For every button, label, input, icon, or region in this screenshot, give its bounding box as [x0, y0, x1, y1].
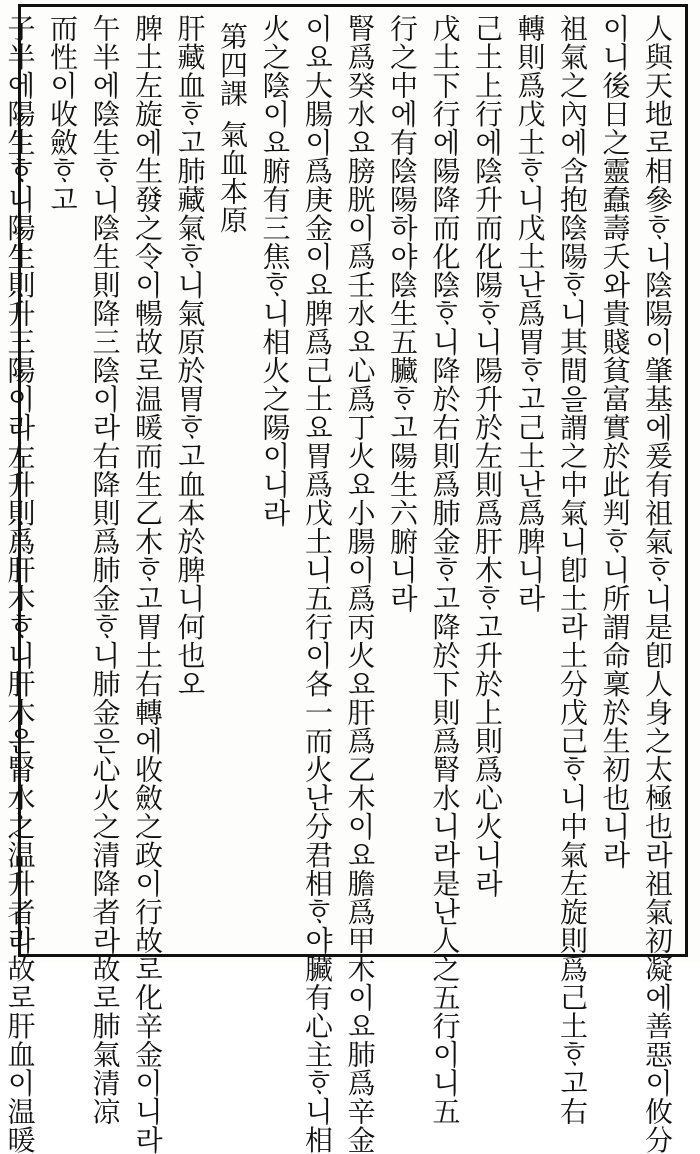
text-column: 脾土左旋에生發之令이暢故로温暖而生乙木ᄒᆞ고胃土右轉에收斂之政이行故로化辛金이니라: [131, 14, 164, 1154]
text-column: 이니後日之靈蠢壽夭와貴賤貧富實於此判ᄒᆞ니所謂命稟於生初也니라: [598, 14, 632, 869]
text-column: 이요大腸이爲庚金이요脾爲己土요胃爲戊土니五行이各一而火난分君相ᄒᆞ야臟有心主ᄒᆞ니相: [301, 14, 334, 1154]
lesson-title: 氣血本原: [216, 119, 249, 234]
text-column: 行之中에有陰陽하야陰生五臟ᄒᆞ고陽生六腑니라: [386, 14, 419, 613]
text-column: 人與天地로相參ᄒᆞ니陰陽이肇基에爰有祖氣ᄒᆞ니是卽人身之太極也라祖氣初凝에善惡이攸分: [641, 14, 674, 1154]
text-column: 己土上行에陰升而化陽ᄒᆞ니陽升於左則爲肝木ᄒᆞ고升於上則爲心火니라: [471, 14, 504, 898]
text-column: 午半에陰生ᄒᆞ니陰生則降三陰이라右降則爲肺金ᄒᆞ니肺金은心火之清降者라故로肺氣清凉: [88, 14, 122, 1126]
text-column: 戊土下行에陽降而化陰ᄒᆞ니降於右則爲肺金ᄒᆞ고降於下則爲腎水니라是난人之五行이니五: [428, 14, 462, 1126]
text-column: 肝藏血ᄒᆞ고肺藏氣ᄒᆞ니氣原於胃ᄒᆞ고血本於脾니何也오: [173, 14, 207, 698]
text-column: 而性이收斂ᄒᆞ고: [46, 14, 79, 214]
text-column: 火之陰이요腑有三焦ᄒᆞ니相火之陽이니라: [258, 14, 292, 527]
vertical-text-block: [3, 14, 678, 1154]
text-column: 祖氣之內에含抱陰陽ᄒᆞ니其間을謂之中氣니卽土라土分戊己ᄒᆞ니中氣左旋則爲己土ᄒᆞ고右: [556, 14, 589, 1126]
text-column: 子半에陽生ᄒᆞ니陽生則升三陽이라左升則爲肝木ᄒᆞ니肝木은腎水之温升者라故로肝血이温暖: [3, 14, 37, 1154]
lesson-heading: [211, 14, 254, 944]
text-column: 轉則爲戊土ᄒᆞ니戊土난爲胃ᄒᆞ고己土난爲脾니라: [513, 14, 547, 613]
lesson-number: 第四課: [216, 22, 249, 108]
text-column: 腎爲癸水요膀胱이爲壬水요心爲丁火요小腸이爲丙火요肝爲乙木이요膽爲甲木이요肺爲辛金: [343, 14, 377, 1154]
